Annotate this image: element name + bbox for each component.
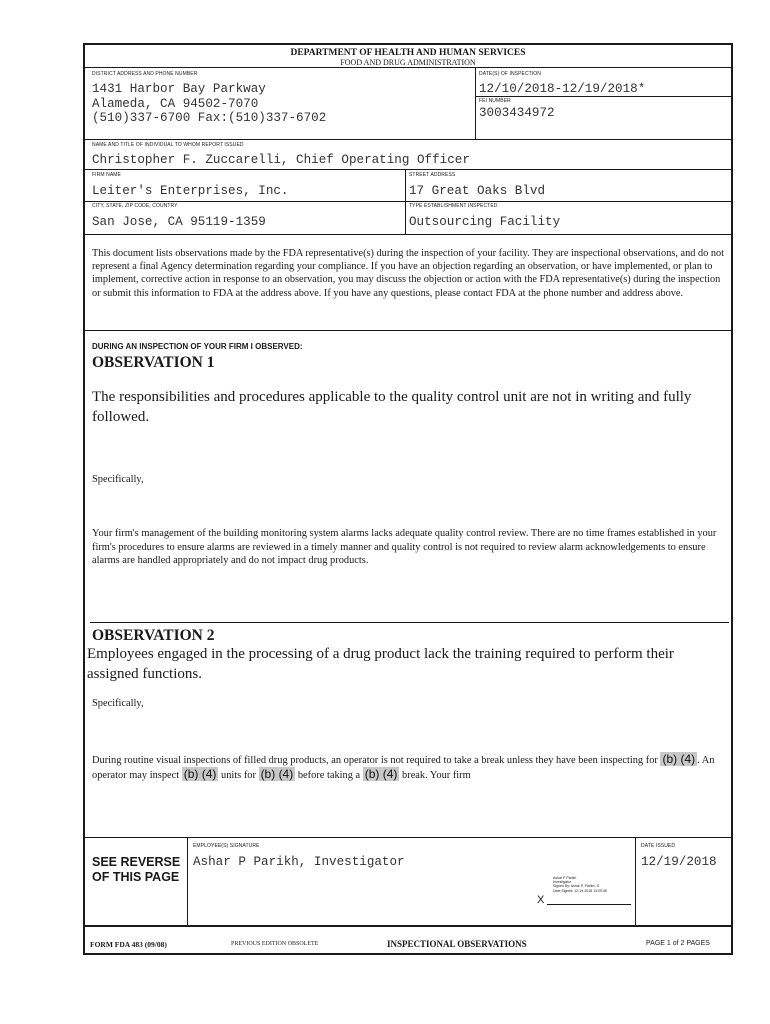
district-label: DISTRICT ADDRESS AND PHONE NUMBER [92, 71, 198, 77]
observation-1-specifically: Specifically, [92, 474, 144, 485]
divider [635, 837, 636, 925]
observation-1-text: The responsibilities and procedures applicable to the quality control unit are not in writing and fully followed. [92, 389, 692, 425]
observation-2-text-part3: units for [218, 769, 256, 781]
observation-2-title: OBSERVATION 2 [92, 627, 215, 644]
employee-signature-label: EMPLOYEE(S) SIGNATURE [193, 843, 260, 849]
signature-name: Ashar P Parikh [553, 876, 577, 880]
divider [85, 201, 731, 202]
see-reverse-line2: OF THIS PAGE [92, 870, 180, 884]
signature-date-signed: Date Signed: 12-19-2018 13:09:08 [553, 888, 607, 893]
employee-signature-value: Ashar P Parikh, Investigator [193, 855, 405, 869]
form-number: FORM FDA 483 (09/08) [90, 940, 167, 949]
fda-483-form [83, 43, 733, 955]
dates-value: 12/10/2018-12/19/2018* [479, 82, 646, 96]
divider [475, 67, 476, 139]
observation-2-detail [92, 753, 728, 782]
name-value: Christopher F. Zuccarelli, Chief Operating Officer [92, 153, 470, 167]
divider [85, 67, 731, 68]
divider [85, 330, 731, 331]
see-reverse-line1: SEE REVERSE [92, 855, 181, 869]
name-label: NAME AND TITLE OF INDIVIDUAL TO WHOM REPORT ISSUED [92, 142, 244, 148]
signature-details [553, 876, 607, 893]
city-value: San Jose, CA 95119-1359 [92, 215, 266, 229]
fei-value: 3003434972 [479, 106, 555, 120]
digital-signature-stamp [537, 876, 632, 904]
observation-2-text: Employees engaged in the processing of a drug product lack the training required to perform their assigned functions. [87, 646, 674, 682]
redaction-box: (b) (4) [260, 766, 294, 781]
observations-intro: DURING AN INSPECTION OF YOUR FIRM I OBSERVED: [92, 342, 303, 351]
dates-label: DATE(S) OF INSPECTION [479, 71, 542, 77]
divider [90, 622, 729, 623]
signature-line [547, 904, 631, 905]
page-number: PAGE 1 of 2 PAGES [646, 940, 710, 947]
signature-signed-by: Signed By: Ashar P. Parikh -S [553, 884, 600, 889]
observation-2-text-part4: before taking a [295, 769, 361, 781]
observation-1-title: OBSERVATION 1 [92, 354, 215, 371]
previous-edition-note: PREVIOUS EDITION OBSOLETE [231, 941, 319, 947]
firm-value: Leiter's Enterprises, Inc. [92, 184, 289, 198]
redaction-box: (b) (4) [662, 752, 696, 766]
signature-title: Investigator [553, 880, 572, 885]
observation-2-text-part5: break. Your firm [399, 769, 471, 781]
date-issued-value: 12/19/2018 [641, 855, 717, 869]
district-phone: (510)337-6700 Fax:(510)337-6702 [92, 111, 327, 125]
observation-2-specifically: Specifically, [92, 698, 144, 709]
divider [475, 96, 731, 97]
divider [85, 925, 731, 927]
redaction-box: (b) (4) [183, 766, 217, 781]
notice-text: This document lists observations made by the FDA representative(s) during the inspection of your facility. They are inspectional observations, and do not represent a final Agency determination regarding your compliance. If you have an objection regarding an observation, or have implemented, or plan to implement, corrective action in response to an observation, you may discuss the objection or action with the FDA representative(s) during the inspection or submit this information to FDA at the address above. If you have any questions, please contact FDA at the phone number and address above. [92, 248, 724, 299]
city-label: CITY, STATE, ZIP CODE, COUNTRY [92, 203, 178, 209]
divider [187, 837, 188, 925]
district-address-line1: 1431 Harbor Bay Parkway [92, 82, 266, 96]
firm-label: FIRM NAME [92, 172, 121, 178]
form-title: INSPECTIONAL OBSERVATIONS [387, 939, 527, 949]
divider [85, 169, 731, 170]
signature-x-mark: X [537, 894, 545, 906]
fei-label: FEI NUMBER [479, 98, 511, 104]
observation-2-text-part1: During routine visual inspections of filled drug products, an operator is not required to take a break unless they have been inspecting for [92, 755, 658, 766]
observation-1-detail: Your firm's management of the building monitoring system alarms lacks adequate quality control review. There are no time frames established in your firm's procedures to ensure alarms are reviewed in a timely manner and quality control is not required to review alarm acknowledgements to ensure alarms are handled appropriately and do not impact drug products. [92, 528, 717, 567]
department-title: DEPARTMENT OF HEALTH AND HUMAN SERVICES [290, 48, 526, 58]
see-reverse-label [92, 855, 180, 885]
street-label: STREET ADDRESS [409, 172, 456, 178]
district-address-line2: Alameda, CA 94502-7070 [92, 97, 259, 111]
type-label: TYPE ESTABLISHMENT INSPECTED [409, 203, 498, 209]
date-issued-label: DATE ISSUED [641, 843, 676, 849]
observation-2-text-part2: . An operator may inspect [92, 755, 715, 781]
divider [85, 139, 731, 140]
agency-title: FOOD AND DRUG ADMINISTRATION [340, 58, 476, 67]
street-value: 17 Great Oaks Blvd [409, 184, 546, 198]
divider [85, 234, 731, 235]
type-value: Outsourcing Facility [409, 215, 561, 229]
redaction-box: (b) (4) [364, 766, 398, 781]
